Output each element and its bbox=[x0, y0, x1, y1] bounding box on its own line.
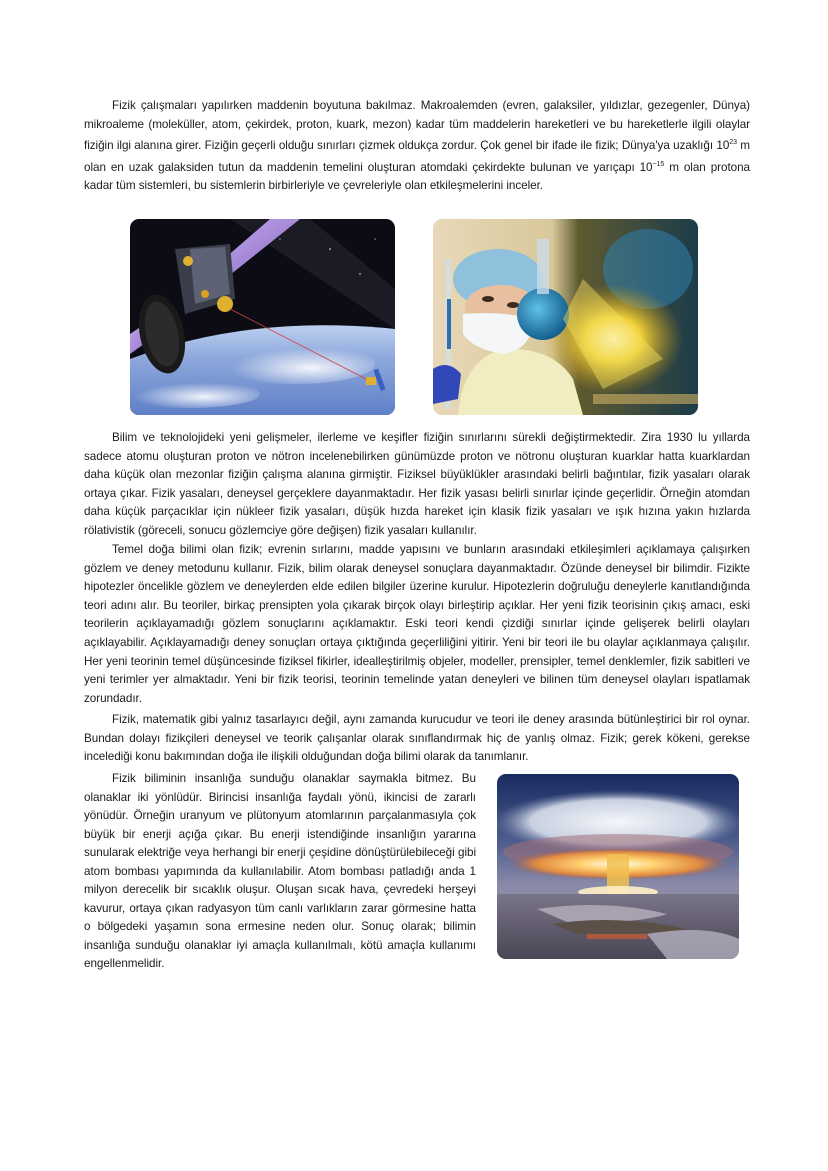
laboratory-illustration bbox=[433, 219, 698, 415]
mushroom-cloud-illustration bbox=[497, 774, 739, 959]
paragraph-benefits-harms: Fizik biliminin insanlığa sunduğu olanaklar saymakla bitmez. Bu olanaklar iki yönlüdür. Birincisi insanlığa faydalı yönü, ikincisi de zararlı yönüdür. Örneğin uranyum ve plütonyum atomlarının parçalanmasıyla çok büyük bir enerji açığa çıkar. Bu enerji istendiğinde insanlığın yararına sunularak elektriğe veya herhangi bir enerji çeşidine dönüştürülebileceği gibi atom bombası yapımında da kullanılabilir. Atom bombası patladığı anda 1 milyon derecelik bir sıcaklık oluşur. Oluşan sıcak hava, çevredeki herşeyi kavurur, ortaya çıkan radyasyon tüm canlı varlıkların zarar görmesine hatta o bölgedeki yaşamın sona ermesine neden olur. Sonuç olarak; bilimin insanlığa sunduğu olanaklar iyi amaçla kullanılmalı, kötü amaçla kullanımı engellenmelidir. bbox=[84, 772, 476, 970]
paragraph-text: m olan protona kadar tüm sistemleri, bu sistemlerin birbirleriyle ve çevreleriyle olan etkileşmelerini inceler. bbox=[84, 160, 750, 193]
satellite-illustration bbox=[130, 219, 395, 415]
paragraph-boundaries: Bilim ve teknolojideki yeni gelişmeler, ilerleme ve keşifler fiziğin sınırlarını sürekli değiştirmektedir. Zira 1930 lu yıllarda sadece atomu oluşturan proton ve nötron incelenebilirken günümüzde proton ve nötronu oluşturan kuarklar hatta kuarklardan daha küçük olan mezonlar fiziğin çalışma alanına girmiştir. Fiziksel büyüklükler arasındaki belirli bağıntılar, fizik yasaları olarak ortaya çıkar. Fizik yasaları, deneysel gerçeklere dayanmaktadır. Her fizik yasası belirli sınırlar içinde geçerlidir. Örneğin atomdan daha küçük parçacıklar için nükleer fizik yasaları, düşük hızda hareket için klasik fizik yasaları ve ışık hızına yakın hızlarda rölativistik (göreceli, sonucu gözlemciye göre değişen) fizik yasaları kullanılır. bbox=[84, 431, 750, 537]
nuclear-explosion-image bbox=[497, 774, 739, 959]
exponent-23: 23 bbox=[729, 139, 737, 147]
satellite-image bbox=[130, 219, 395, 415]
paragraph-integrative-role: Fizik, matematik gibi yalnız tasarlayıcı değil, aynı zamanda kurucudur ve teori ile deney arasında bütünleştirici bir rol oynar. Bundan dolayı fizikçileri deneysel ve teorik çalışanlar olarak sınıflandırmak hiç de yanlış olmaz. Fizik; gerek kökeni, gerekse incelediği konu bakımından doğa ile ilişkili olduğundan doğa bilimi olarak da tanımlanır. bbox=[84, 713, 750, 764]
paragraph-text: m olan en uzak galaksiden tutun da maddenin temelini oluşturan atomdaki çekirdekte bulunan ve yarıçapı 10 bbox=[84, 139, 750, 174]
paragraph-method-theory: Temel doğa bilimi olan fizik; evrenin sırlarını, madde yapısını ve bunların arasındaki etkileşimleri açıklamaya çalışırken gözlem ve deney metodunu kullanır. Fizik, bilim olarak deneysel sonuçlara dayanmaktadır. Özünde deneysel bir bilimdir. Fizikte hipotezler öncelikle gözlem ve deneylerden elde edilen bilgiler üzerine kurulur. Hipotezlerin doğruluğu deneylerle kanıtlandığında teori adını alır. Bu teoriler, birkaç prensipten yola çıkarak birçok olayı birleştirip açıklar. Her yeni fizik teorisinin çıkış amacı, eski teorilerin açıklayamadığı gözlem sonuçlarını açıklamaktır. Eski teori kendi çizdiği sınırlar içinde gelişerek belirli olayları açıklayabilir. Açıklayamadığı deney sonuçları ortaya çıktığında geçerliliğini yitirir. Yeni bir teori ile bu olaylar açıklanmaya çalışılır. Her yeni teorinin temel düşüncesinde fiziksel fikirler, idealleştirilmiş objeler, modeller, prensipler, temel denklemler, fizik sabitleri ve yeni terimler yer almaktadır. Yeni bir fizik teorisi, teorinin temelinde yatan deneyleri ve bilinen tüm deneysel olayları ispatlamak zorundadır. bbox=[84, 543, 750, 705]
exponent-minus-15: −15 bbox=[652, 160, 665, 168]
laboratory-image bbox=[433, 219, 698, 415]
paragraph-intro-scope bbox=[84, 97, 750, 196]
paragraph-text: Fizik çalışmaları yapılırken maddenin boyutuna bakılmaz. Makroalemden (evren, galaksiler, yıldızlar, gezegenler, Dünya) mikroaleme (moleküller, atom, çekirdek, proton, kuark, mezon) kadar tüm maddelerin hareketleri ve bu hareketlerle ilgili olaylar fiziğin ilgi alanına girer. Fiziğin geçerli olduğu sınırları çizmek oldukça zordur. Çok genel bir ifade ile fizik; Dünya'ya uzaklığı 10 bbox=[84, 99, 750, 153]
